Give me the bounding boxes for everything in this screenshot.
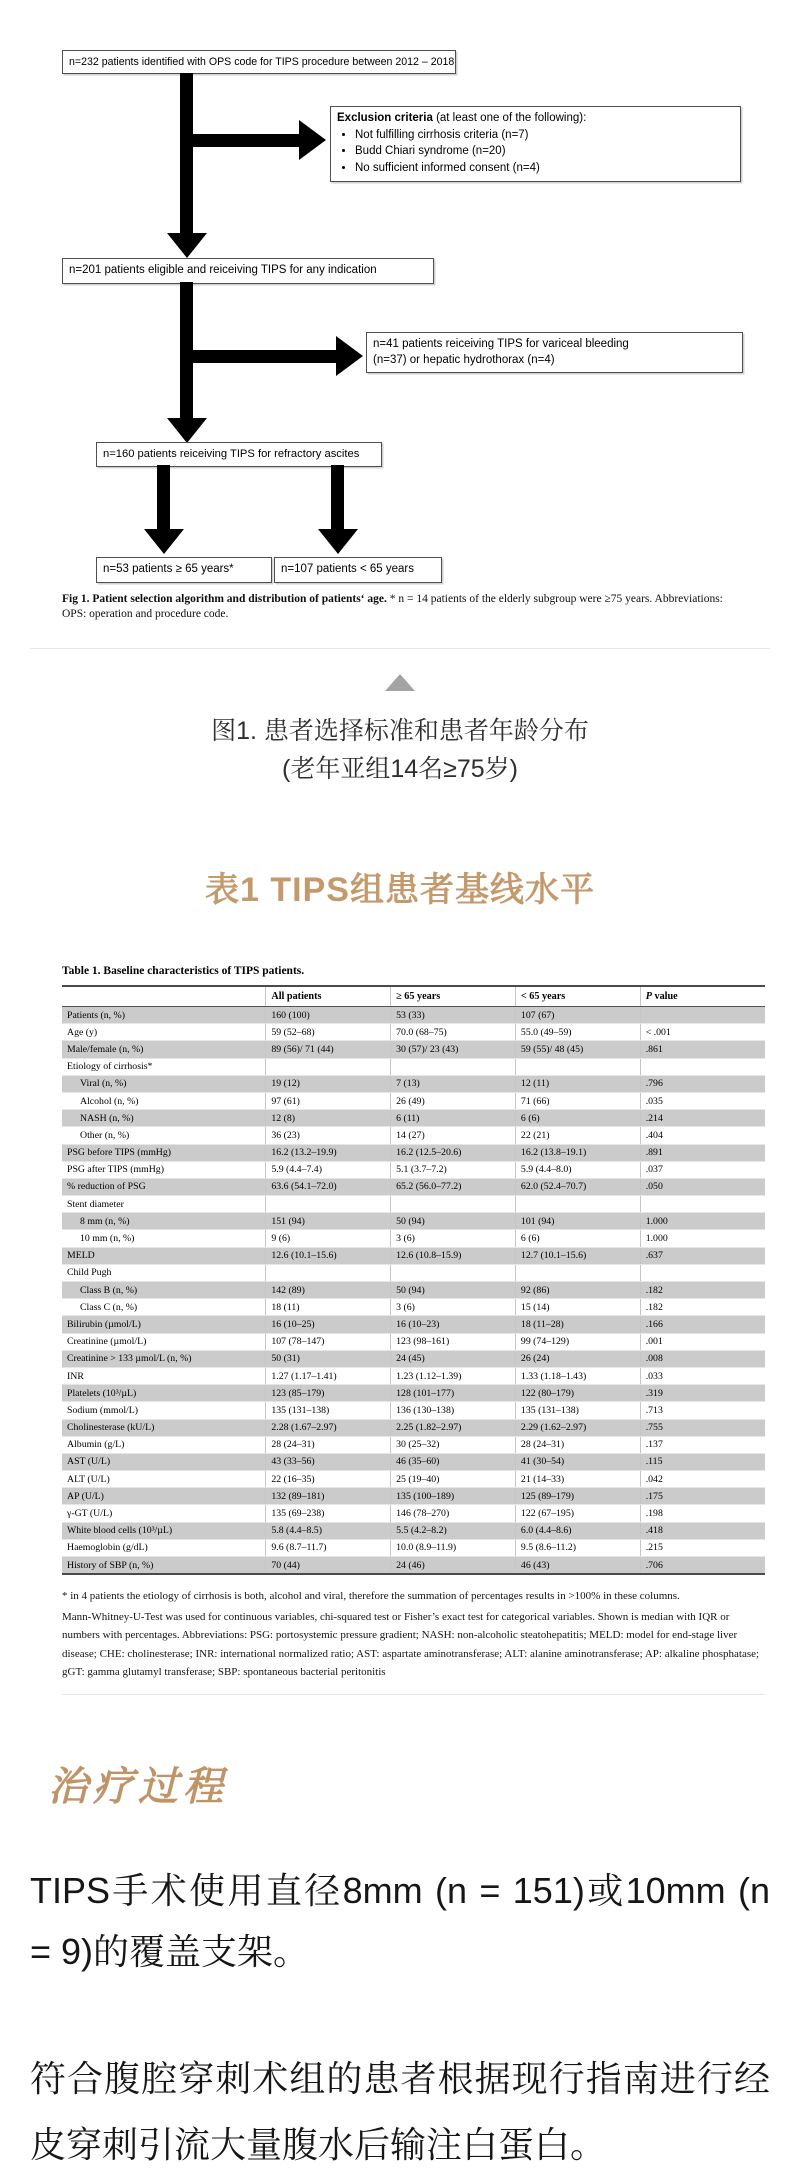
row-label: Sodium (mmol/L) [62,1402,266,1419]
cell-value: .001 [640,1333,765,1350]
cell-value: 89 (56)/ 71 (44) [266,1041,391,1058]
row-label: Stent diameter [62,1196,266,1213]
table-row [62,1367,765,1384]
table-body [62,1007,765,1575]
cell-value: 16.2 (12.5–20.6) [391,1144,516,1161]
cell-value: 1.27 (1.17–1.41) [266,1367,391,1384]
cell-value: .175 [640,1488,765,1505]
table-row [62,1299,765,1316]
row-label: History of SBP (n, %) [62,1557,266,1575]
cell-value: 10.0 (8.9–11.9) [391,1539,516,1556]
cell-value: 26 (49) [391,1092,516,1109]
arrow-down-shaft-2 [180,282,193,418]
cell-value [391,1264,516,1281]
cell-value: 135 (131–138) [266,1402,391,1419]
row-label: AP (U/L) [62,1488,266,1505]
treatment-section-heading: 治疗过程 [48,1763,228,1809]
row-label: Other (n, %) [62,1127,266,1144]
cell-value: .215 [640,1539,765,1556]
cell-value: 53 (33) [391,1007,516,1024]
cell-value: 70 (44) [266,1557,391,1575]
row-label: Class C (n, %) [62,1299,266,1316]
table-row [62,1264,765,1281]
table-row [62,1471,765,1488]
cell-value: 25 (19–40) [391,1471,516,1488]
column-header: ≥ 65 years [391,986,516,1007]
table-row [62,1453,765,1470]
cell-value: 28 (24–31) [515,1436,640,1453]
flow-box-exclusion [330,106,741,182]
cell-value: 18 (11) [266,1299,391,1316]
cell-value: 65.2 (56.0–77.2) [391,1178,516,1195]
table-row [62,1161,765,1178]
column-header: All patients [266,986,391,1007]
cell-value: 123 (85–179) [266,1385,391,1402]
flow-box-41-line2: (n=37) or hepatic hydrothorax (n=4) [373,353,555,366]
table-row [62,1247,765,1264]
row-label: White blood cells (10³/µL) [62,1522,266,1539]
cell-value: .706 [640,1557,765,1575]
cell-value [391,1058,516,1075]
table-row [62,1058,765,1075]
cell-value: 46 (43) [515,1557,640,1575]
row-label: γ-GT (U/L) [62,1505,266,1522]
cell-value: 92 (86) [515,1282,640,1299]
figure-1-caption-title: Fig 1. Patient selection algorithm and distribution of patients‘ age. [62,593,387,605]
flow-box-53: n=53 patients ≥ 65 years* [96,557,272,583]
cell-value: .713 [640,1402,765,1419]
cell-value: 1.33 (1.18–1.43) [515,1367,640,1384]
cell-value: 132 (89–181) [266,1488,391,1505]
cell-value: 70.0 (68–75) [391,1024,516,1041]
cell-value: 5.1 (3.7–7.2) [391,1161,516,1178]
treatment-paragraph-2: 符合腹腔穿刺术组的患者根据现行指南进行经皮穿刺引流大量腹水后输注白蛋白。 [30,2057,770,2165]
cell-value [640,1007,765,1024]
cell-value: 125 (89–179) [515,1488,640,1505]
cell-value: 12.7 (10.1–15.6) [515,1247,640,1264]
cell-value: 3 (6) [391,1230,516,1247]
row-label: % reduction of PSG [62,1178,266,1195]
cell-value: 19 (12) [266,1075,391,1092]
row-label: Bilirubin (µmol/L) [62,1316,266,1333]
cell-value: 135 (100–189) [391,1488,516,1505]
cell-value: 9 (6) [266,1230,391,1247]
row-label: 10 mm (n, %) [62,1230,266,1247]
arrow-right-head-2 [336,336,363,376]
table-row [62,1144,765,1161]
figure-1-caption-cn-line2: (老年亚组14名≥75岁) [282,755,518,783]
cell-value: 55.0 (49–59) [515,1024,640,1041]
cell-value: 15 (14) [515,1299,640,1316]
table-row [62,1522,765,1539]
table-footnotes [62,1587,765,1682]
cell-value: 28 (24–31) [266,1436,391,1453]
cell-value: 16 (10–23) [391,1316,516,1333]
cell-value: 2.28 (1.67–2.97) [266,1419,391,1436]
cell-value: .050 [640,1178,765,1195]
column-header: < 65 years [515,986,640,1007]
cell-value: 6 (11) [391,1110,516,1127]
cell-value: .404 [640,1127,765,1144]
table-row [62,1041,765,1058]
divider [62,1694,765,1695]
cell-value [515,1058,640,1075]
row-label: Class B (n, %) [62,1282,266,1299]
table-row [62,1557,765,1575]
cell-value: 12 (11) [515,1075,640,1092]
cell-value [515,1196,640,1213]
flow-box-201: n=201 patients eligible and reiceiving TIPS for any indication [62,258,434,284]
figure-1-caption [62,592,744,622]
cell-value: 101 (94) [515,1213,640,1230]
row-label: Male/female (n, %) [62,1041,266,1058]
cell-value: 160 (100) [266,1007,391,1024]
divider [30,648,770,649]
cell-value: 26 (24) [515,1350,640,1367]
cell-value: 50 (31) [266,1350,391,1367]
row-label: NASH (n, %) [62,1110,266,1127]
cell-value: 59 (55)/ 48 (45) [515,1041,640,1058]
cell-value: 14 (27) [391,1127,516,1144]
table-row [62,1539,765,1556]
cell-value: 123 (98–161) [391,1333,516,1350]
treatment-paragraph-1: TIPS手术使用直径8mm (n = 151)或10mm (n = 9)的覆盖支架。 [30,1869,770,1972]
cell-value: 6 (6) [515,1110,640,1127]
cell-value: 5.9 (4.4–8.0) [515,1161,640,1178]
table-row [62,1110,765,1127]
table-row [62,1007,765,1024]
table-header [62,986,765,1007]
cell-value: 24 (45) [391,1350,516,1367]
cell-value: 2.25 (1.82–2.97) [391,1419,516,1436]
cell-value: 50 (94) [391,1213,516,1230]
row-label: ALT (U/L) [62,1471,266,1488]
cell-value: 5.9 (4.4–7.4) [266,1161,391,1178]
cell-value: 2.29 (1.62–2.97) [515,1419,640,1436]
arrow-right-head-1 [299,120,326,160]
cell-value: .182 [640,1282,765,1299]
row-label: Age (y) [62,1024,266,1041]
cell-value: 59 (52–68) [266,1024,391,1041]
exclusion-title-rest: (at least one of the following): [432,112,587,124]
cell-value: .755 [640,1419,765,1436]
cell-value: 16 (10–25) [266,1316,391,1333]
cell-value [391,1196,516,1213]
table-row [62,1127,765,1144]
table-footnote-star: * in 4 patients the etiology of cirrhosis is both, alcohol and viral, therefore the summation of percentages results in >100% in these columns. [62,1590,680,1603]
cell-value [640,1264,765,1281]
row-label: 8 mm (n, %) [62,1213,266,1230]
table-1-section [62,965,765,1695]
row-label: Platelets (10³/µL) [62,1385,266,1402]
flow-box-41-line1: n=41 patients reiceiving TIPS for variceal bleeding [373,338,629,350]
cell-value: 128 (101–177) [391,1385,516,1402]
row-label: Patients (n, %) [62,1007,266,1024]
table-1-title: Table 1. Baseline characteristics of TIPS patients. [62,965,305,977]
cell-value: 12.6 (10.8–15.9) [391,1247,516,1264]
cell-value [640,1058,765,1075]
cell-value: 63.6 (54.1–72.0) [266,1178,391,1195]
table-row [62,1419,765,1436]
figure-1-caption-cn-line1: 图1. 患者选择标准和患者年龄分布 [211,717,589,745]
cell-value: .861 [640,1041,765,1058]
cell-value: .008 [640,1350,765,1367]
cell-value: 7 (13) [391,1075,516,1092]
cell-value: 1.23 (1.12–1.39) [391,1367,516,1384]
table-row [62,1350,765,1367]
cell-value: 97 (61) [266,1092,391,1109]
cell-value: .115 [640,1453,765,1470]
table-row [62,1402,765,1419]
row-label: Child Pugh [62,1264,266,1281]
table-row [62,1316,765,1333]
cell-value: 136 (130–138) [391,1402,516,1419]
arrow-down-head-1 [167,233,207,258]
cell-value: 41 (30–54) [515,1453,640,1470]
cell-value: 107 (67) [515,1007,640,1024]
cell-value: 6 (6) [515,1230,640,1247]
cell-value: 9.6 (8.7–11.7) [266,1539,391,1556]
cell-value: 16.2 (13.8–19.1) [515,1144,640,1161]
row-label: PSG after TIPS (mmHg) [62,1161,266,1178]
row-label: Cholinesterase (kU/L) [62,1419,266,1436]
flow-box-107: n=107 patients < 65 years [274,557,442,583]
row-label: Etiology of cirrhosis* [62,1058,266,1075]
cell-value: 43 (33–56) [266,1453,391,1470]
cell-value: 6.0 (4.4–8.6) [515,1522,640,1539]
cell-value: 5.5 (4.2–8.2) [391,1522,516,1539]
arrow-down-head-4 [318,529,358,554]
cell-value: .166 [640,1316,765,1333]
figure-1-flowchart [0,0,800,660]
table-row [62,1282,765,1299]
cell-value: .796 [640,1075,765,1092]
table-row [62,1385,765,1402]
cell-value: 22 (21) [515,1127,640,1144]
cell-value: 22 (16–35) [266,1471,391,1488]
cell-value: 146 (78–270) [391,1505,516,1522]
table-row [62,1178,765,1195]
cell-value: 5.8 (4.4–8.5) [266,1522,391,1539]
row-label: AST (U/L) [62,1453,266,1470]
cell-value: .137 [640,1436,765,1453]
cell-value: .182 [640,1299,765,1316]
cell-value: 1.000 [640,1230,765,1247]
flow-box-232: n=232 patients identified with OPS code for TIPS procedure between 2012 – 2018 [62,50,456,74]
row-label: Viral (n, %) [62,1075,266,1092]
exclusion-title: Exclusion criteria [337,112,433,124]
arrow-down-shaft-3 [157,465,170,529]
cell-value: 16.2 (13.2–19.9) [266,1144,391,1161]
cell-value: 30 (57)/ 23 (43) [391,1041,516,1058]
cell-value: 62.0 (52.4–70.7) [515,1178,640,1195]
cell-value: .891 [640,1144,765,1161]
arrow-right-shaft-2 [193,350,337,363]
cell-value: < .001 [640,1024,765,1041]
exclusion-item: • No sufficient informed consent (n=4) [355,161,734,177]
table-row [62,1230,765,1247]
table-row [62,1024,765,1041]
cell-value [640,1196,765,1213]
table-row [62,1092,765,1109]
cell-value [266,1058,391,1075]
table-row [62,1213,765,1230]
cell-value: .033 [640,1367,765,1384]
cell-value: 24 (46) [391,1557,516,1575]
cell-value: .214 [640,1110,765,1127]
cell-value [266,1264,391,1281]
table-1-title-cn: 表1 TIPS组患者基线水平 [205,871,595,909]
cell-value: 46 (35–60) [391,1453,516,1470]
column-header: P value [640,986,765,1007]
cell-value: 107 (78–147) [266,1333,391,1350]
cell-value: 36 (23) [266,1127,391,1144]
cell-value: .198 [640,1505,765,1522]
arrow-down-head-2 [167,418,207,443]
exclusion-item: • Budd Chiari syndrome (n=20) [355,144,734,160]
cell-value: .037 [640,1161,765,1178]
arrow-down-shaft-1 [180,73,193,233]
cell-value: 151 (94) [266,1213,391,1230]
table-row [62,1488,765,1505]
cell-value: 3 (6) [391,1299,516,1316]
table-row [62,1333,765,1350]
row-label: Creatinine > 133 µmol/L (n, %) [62,1350,266,1367]
collapse-triangle-icon[interactable] [385,674,415,691]
row-label: Alcohol (n, %) [62,1092,266,1109]
table-row [62,1436,765,1453]
arrow-down-shaft-4 [331,465,344,529]
cell-value: 135 (131–138) [515,1402,640,1419]
row-label: Albumin (g/L) [62,1436,266,1453]
table-row [62,1075,765,1092]
cell-value: 9.5 (8.6–11.2) [515,1539,640,1556]
row-label: INR [62,1367,266,1384]
table-row [62,1505,765,1522]
column-header [62,986,266,1007]
figure-1-caption-cn [0,712,800,788]
cell-value: 30 (25–32) [391,1436,516,1453]
cell-value: 71 (66) [515,1092,640,1109]
exclusion-list [339,128,734,177]
row-label: Haemoglobin (g/dL) [62,1539,266,1556]
cell-value: .637 [640,1247,765,1264]
cell-value: .042 [640,1471,765,1488]
arrow-down-head-3 [144,529,184,554]
cell-value: 122 (80–179) [515,1385,640,1402]
cell-value: .035 [640,1092,765,1109]
cell-value: 12.6 (10.1–15.6) [266,1247,391,1264]
row-label: MELD [62,1247,266,1264]
cell-value: 135 (69–238) [266,1505,391,1522]
cell-value: 122 (67–195) [515,1505,640,1522]
cell-value: 12 (8) [266,1110,391,1127]
table-row [62,1196,765,1213]
cell-value: 142 (89) [266,1282,391,1299]
flow-box-41 [366,332,743,373]
cell-value: .418 [640,1522,765,1539]
cell-value: 99 (74–129) [515,1333,640,1350]
row-label: PSG before TIPS (mmHg) [62,1144,266,1161]
cell-value: 1.000 [640,1213,765,1230]
table-header-row [62,986,765,1007]
cell-value [515,1264,640,1281]
cell-value: 21 (14–33) [515,1471,640,1488]
exclusion-item: • Not fulfilling cirrhosis criteria (n=7) [355,128,734,144]
cell-value [266,1196,391,1213]
arrow-right-shaft-1 [193,134,300,147]
cell-value: 18 (11–28) [515,1316,640,1333]
cell-value: 50 (94) [391,1282,516,1299]
row-label: Creatinine (µmol/L) [62,1333,266,1350]
table-footnote-main: Mann-Whitney-U-Test was used for continuous variables, chi-squared test or Fisher’s exact test for categorical variables. Shown is median with IQR or numbers with percentages. Abbreviations: PSG: portosystemic pressure gradient; NASH: non-alcoholic steatohepatitis; MELD: model for end-stage liver disease; CHE: cholinesterase; INR: international normalized ratio; AST: aspartate aminotransferase; ALT: alanine aminotransferase; AP: alkaline phosphatase; gGT: gamma glutamyl transferase; SBP: spontaneous bacterial peritonitis [62,1610,760,1679]
cell-value: .319 [640,1385,765,1402]
flow-box-160: n=160 patients reiceiving TIPS for refractory ascites [96,442,382,467]
baseline-table [62,985,765,1575]
figure-1-caption-text: * n = 14 patients of the elderly subgroup were ≥75 years. Abbreviations: OPS: operation and procedure code. [62,593,723,620]
